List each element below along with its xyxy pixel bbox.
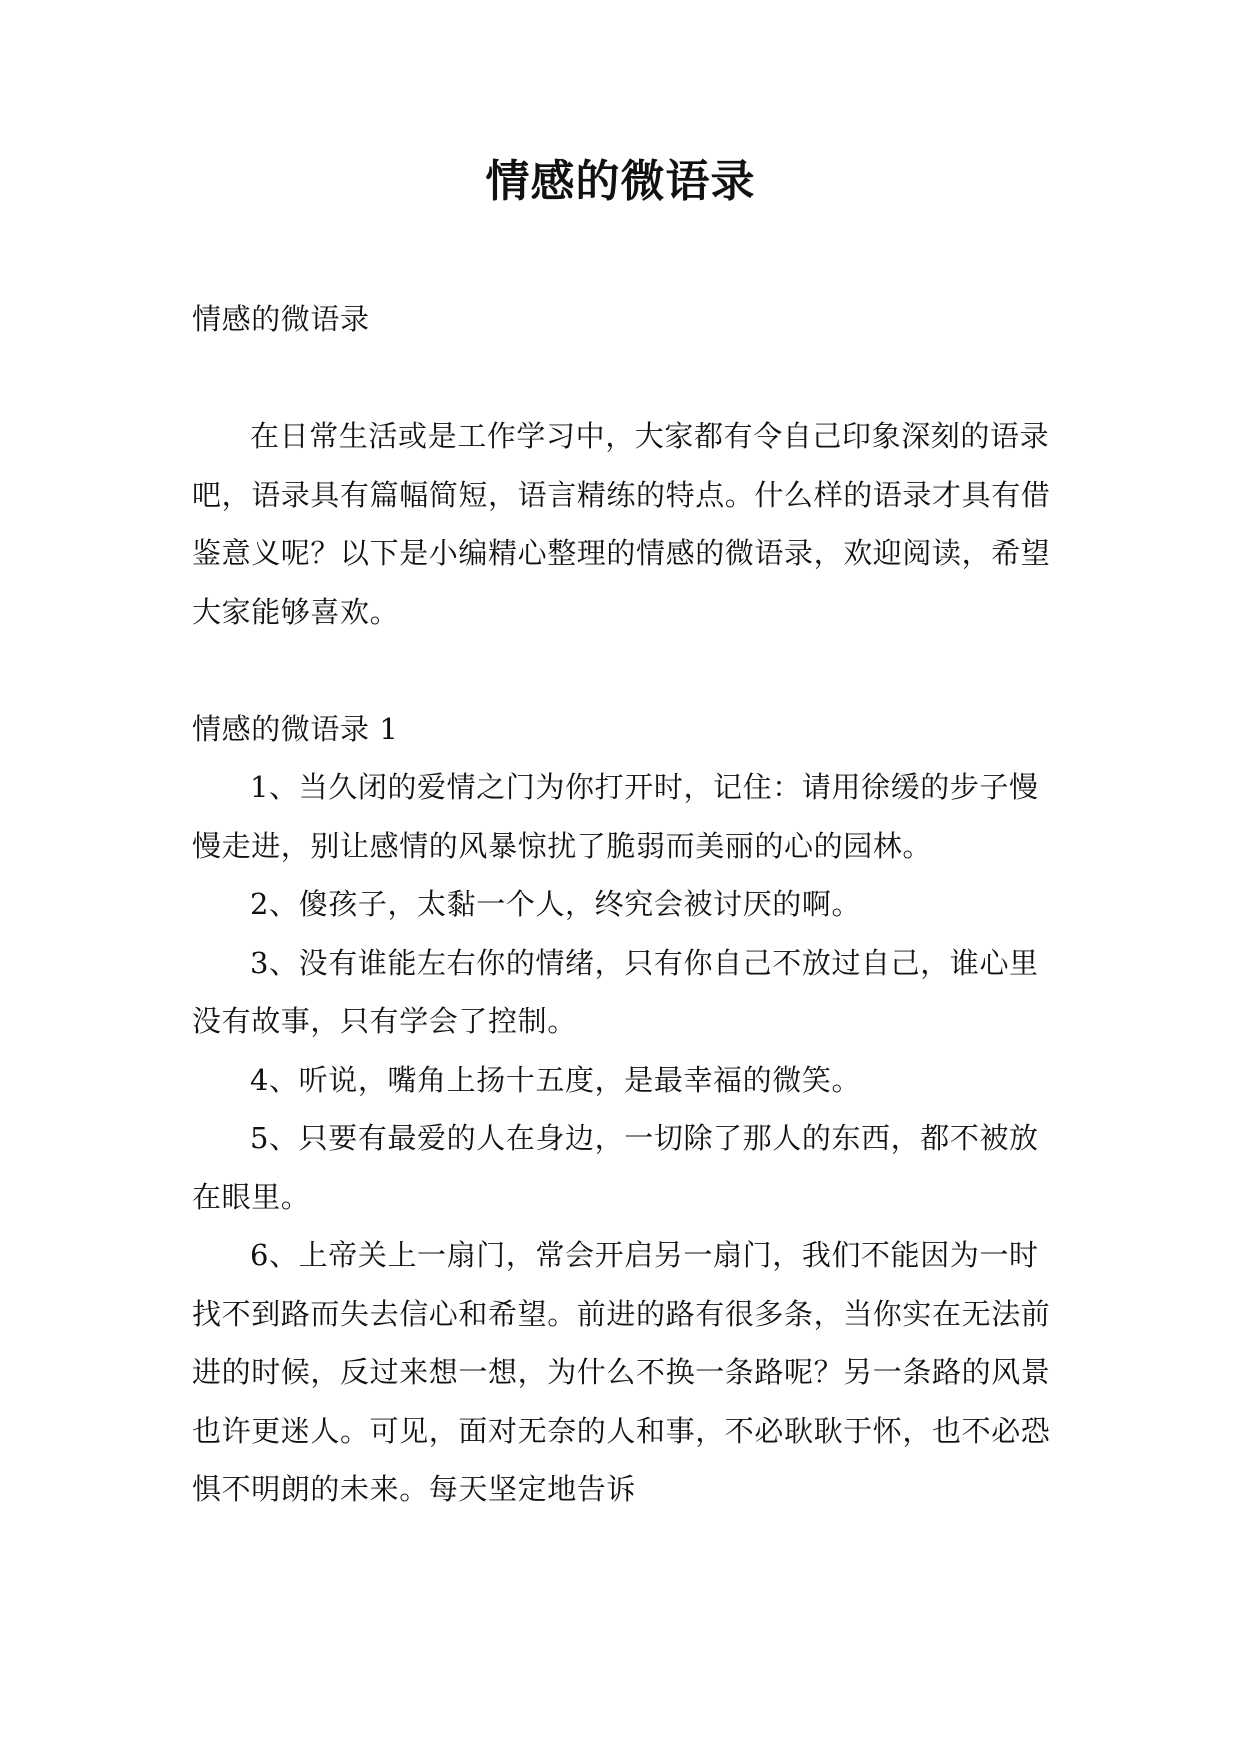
blank-line bbox=[192, 641, 1054, 700]
quote-item-6: 6、上帝关上一扇门，常会开启另一扇门，我们不能因为一时找不到路而失去信心和希望。前进的路有很多条，当你实在无法前进的时候，反过来想一想，为什么不换一条路呢？另一条路的风景也许更迷人。可见，面对无奈的人和事，不必耿耿于怀，也不必恐惧不明朗的未来。每天坚定地告诉 bbox=[192, 1238, 1051, 1506]
blank-line bbox=[192, 349, 1054, 408]
document-body bbox=[192, 290, 1054, 1519]
document-title: 情感的微语录 bbox=[485, 156, 756, 207]
quote-item-1: 1、当久闭的爱情之门为你打开时，记住：请用徐缓的步子慢慢走进，别让感情的风暴惊扰了脆弱而美丽的心的园林。 bbox=[192, 770, 1039, 863]
section-heading: 情感的微语录 1 bbox=[192, 711, 399, 746]
quote-item-3: 3、没有谁能左右你的情绪，只有你自己不放过自己，谁心里没有故事，只有学会了控制。 bbox=[192, 945, 1039, 1038]
quote-item-2: 2、傻孩子，太黏一个人，终究会被讨厌的啊。 bbox=[250, 887, 862, 921]
quote-item-5: 5、只要有最爱的人在身边，一切除了那人的东西，都不被放在眼里。 bbox=[192, 1121, 1039, 1214]
document-subtitle: 情感的微语录 bbox=[192, 302, 370, 336]
intro-paragraph: 在日常生活或是工作学习中，大家都有令自己印象深刻的语录吧，语录具有篇幅简短，语言精练的特点。什么样的语录才具有借鉴意义呢？以下是小编精心整理的情感的微语录，欢迎阅读，希望大家能够喜欢。 bbox=[192, 419, 1051, 629]
quote-item-4: 4、听说，嘴角上扬十五度，是最幸福的微笑。 bbox=[250, 1062, 862, 1097]
